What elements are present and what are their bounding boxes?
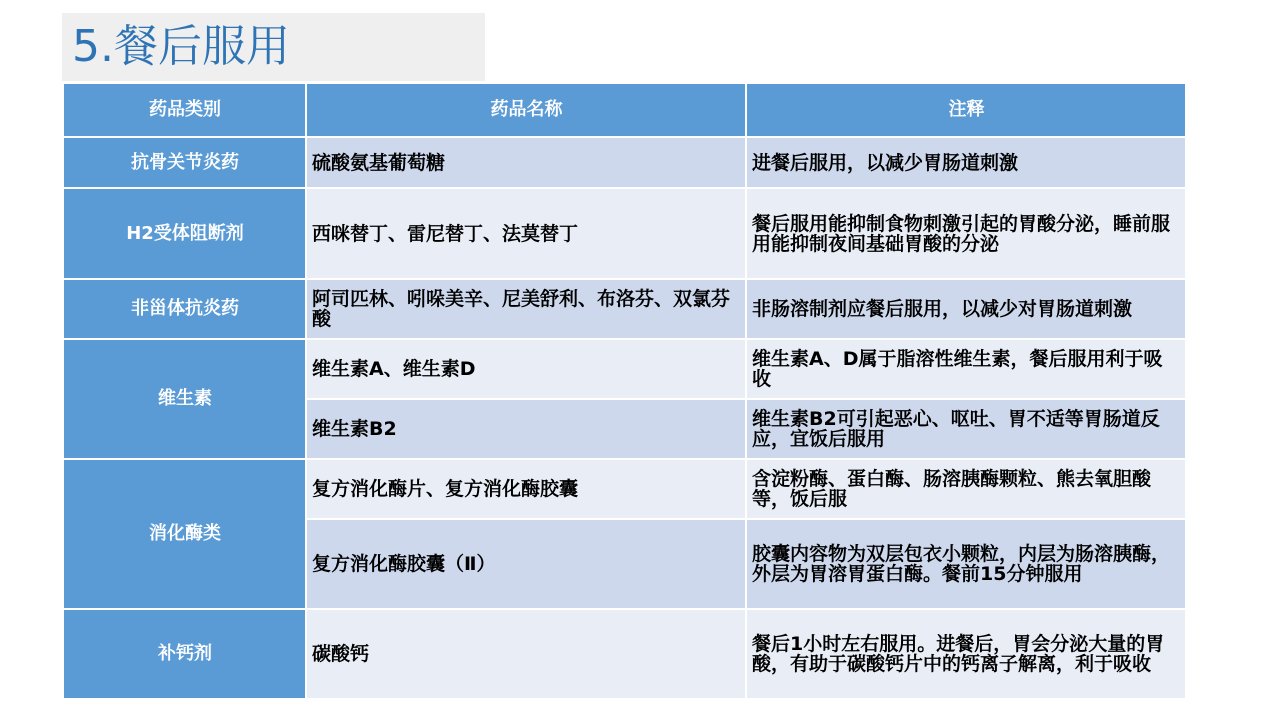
drug-cell: 硫酸氨基葡萄糖 xyxy=(306,137,746,188)
category-cell: 非甾体抗炎药 xyxy=(63,279,306,339)
table-row xyxy=(63,459,1186,519)
drug-table xyxy=(62,82,1187,700)
category-cell: 补钙剂 xyxy=(63,609,306,699)
drug-cell: 阿司匹林、吲哚美辛、尼美舒利、布洛芬、双氯芬酸 xyxy=(306,279,746,339)
note-cell: 餐后服用能抑制食物刺激引起的胃酸分泌，睡前服用能抑制夜间基础胃酸的分泌 xyxy=(746,188,1186,279)
header-note: 注释 xyxy=(746,83,1186,137)
note-cell: 非肠溶制剂应餐后服用，以减少对胃肠道刺激 xyxy=(746,279,1186,339)
drug-cell: 西咪替丁、雷尼替丁、法莫替丁 xyxy=(306,188,746,279)
table-row xyxy=(63,279,1186,339)
page-title: 5.餐后服用 xyxy=(72,21,290,72)
drug-cell: 维生素B2 xyxy=(306,399,746,459)
header-category: 药品类别 xyxy=(63,83,306,137)
header-drug-name: 药品名称 xyxy=(306,83,746,137)
table-row xyxy=(63,137,1186,188)
table-header-row xyxy=(63,83,1186,137)
drug-cell: 碳酸钙 xyxy=(306,609,746,699)
category-cell: 维生素 xyxy=(63,339,306,459)
drug-cell: 复方消化酶片、复方消化酶胶囊 xyxy=(306,459,746,519)
category-cell: 抗骨关节炎药 xyxy=(63,137,306,188)
table-row xyxy=(63,339,1186,399)
note-cell: 含淀粉酶、蛋白酶、肠溶胰酶颗粒、熊去氧胆酸等，饭后服 xyxy=(746,459,1186,519)
note-cell: 胶囊内容物为双层包衣小颗粒，内层为肠溶胰酶，外层为胃溶胃蛋白酶。餐前15分钟服用 xyxy=(746,519,1186,609)
note-cell: 餐后1小时左右服用。进餐后，胃会分泌大量的胃酸，有助于碳酸钙片中的钙离子解离，利于吸收 xyxy=(746,609,1186,699)
note-cell: 进餐后服用，以减少胃肠道刺激 xyxy=(746,137,1186,188)
drug-cell: 复方消化酶胶囊（Ⅱ） xyxy=(306,519,746,609)
drug-cell: 维生素A、维生素D xyxy=(306,339,746,399)
title-banner xyxy=(62,13,485,81)
category-cell: 消化酶类 xyxy=(63,459,306,609)
note-cell: 维生素A、D属于脂溶性维生素，餐后服用利于吸收 xyxy=(746,339,1186,399)
note-cell: 维生素B2可引起恶心、呕吐、胃不适等胃肠道反应，宜饭后服用 xyxy=(746,399,1186,459)
table-row xyxy=(63,609,1186,699)
category-cell: H2受体阻断剂 xyxy=(63,188,306,279)
table-row xyxy=(63,188,1186,279)
